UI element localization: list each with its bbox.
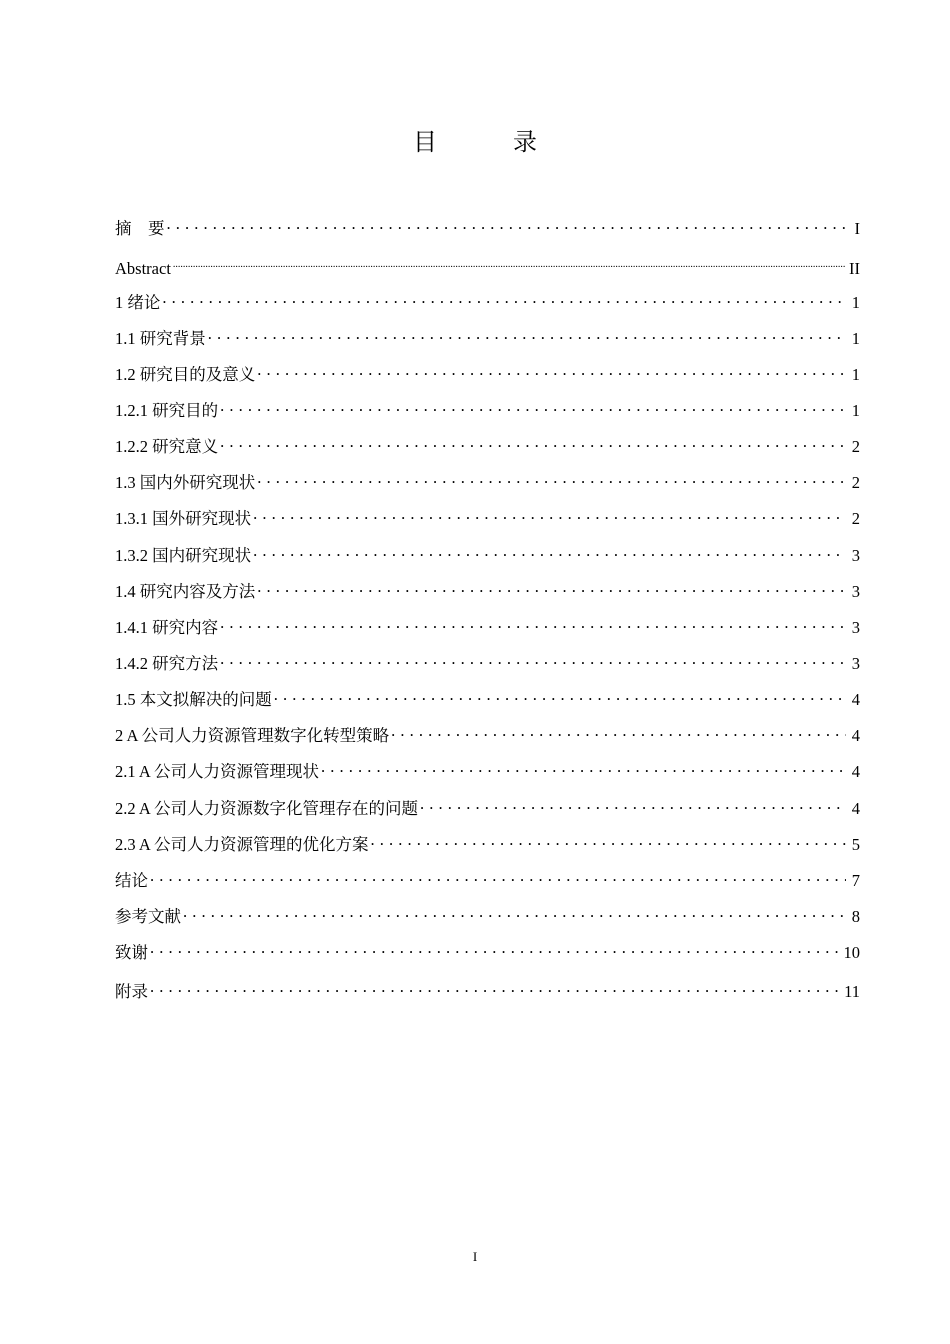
toc-entry-page: 3 xyxy=(851,582,860,601)
toc-entry[interactable] xyxy=(115,577,860,601)
toc-entry-label: 1.3.2 国内研究现状 xyxy=(115,546,252,565)
toc-dot-leader xyxy=(208,324,846,344)
toc-dot-leader xyxy=(321,757,846,777)
toc-entry-page: II xyxy=(849,259,860,278)
toc-entry-label: 2.1 A 公司人力资源管理现状 xyxy=(115,762,319,781)
toc-entry[interactable] xyxy=(115,938,860,962)
toc-dot-leader xyxy=(220,396,846,416)
toc-entry-page: 4 xyxy=(851,762,860,781)
toc-dot-leader xyxy=(150,866,846,886)
toc-entry[interactable] xyxy=(115,977,860,1001)
toc-entry-page: 1 xyxy=(851,401,860,420)
toc-entry[interactable] xyxy=(115,794,860,818)
toc-dot-leader xyxy=(391,721,846,741)
toc-entry[interactable] xyxy=(115,685,860,709)
toc-dot-leader xyxy=(183,902,846,922)
toc-dot-leader xyxy=(220,613,846,633)
toc-dot-leader xyxy=(162,288,846,308)
page-number: I xyxy=(472,1249,478,1264)
toc-dot-leader xyxy=(253,504,846,524)
toc-entry-label: 2.3 A 公司人力资源管理的优化方案 xyxy=(115,835,369,854)
toc-entry-label: 摘 要 xyxy=(115,219,165,238)
toc-entry[interactable] xyxy=(115,324,860,348)
toc-entry-label: 1.2.2 研究意义 xyxy=(115,437,219,456)
toc-entry-label: 1.2.1 研究目的 xyxy=(115,401,219,420)
toc-entry-page: I xyxy=(854,219,860,238)
toc-entry[interactable] xyxy=(115,288,860,312)
toc-dot-leader xyxy=(220,432,846,452)
page-title: 目 录 xyxy=(413,130,563,156)
toc-entry-page: 11 xyxy=(844,982,860,1001)
toc-dot-leader xyxy=(257,360,846,380)
toc-entry-label: 1.1 研究背景 xyxy=(115,329,206,348)
toc-dot-leader xyxy=(420,794,846,814)
toc-dot-leader xyxy=(257,577,846,597)
toc-dot-leader xyxy=(257,468,846,488)
toc-entry-page: 3 xyxy=(851,546,860,565)
toc-entry[interactable] xyxy=(115,757,860,781)
toc-entry-label: 1.3 国内外研究现状 xyxy=(115,473,256,492)
toc-entry-label: 1.2 研究目的及意义 xyxy=(115,365,256,384)
toc-dot-leader xyxy=(167,214,847,234)
toc-entry-page: 1 xyxy=(851,293,860,312)
toc-entry-label: 参考文献 xyxy=(115,907,181,926)
toc-entry-label: 1 绪论 xyxy=(115,293,161,312)
toc-entry[interactable] xyxy=(115,432,860,456)
toc-dot-leader xyxy=(370,830,846,850)
toc-entry-label: 结论 xyxy=(115,871,148,890)
toc-entry-label: 附录 xyxy=(115,982,148,1001)
toc-dot-leader xyxy=(253,541,846,561)
toc-dot-leader xyxy=(173,254,846,274)
toc-entry-page: 8 xyxy=(851,907,860,926)
toc-entry-label: Abstract xyxy=(115,259,171,278)
toc-entry-label: 2 A 公司人力资源管理数字化转型策略 xyxy=(115,726,390,745)
toc-entry-label: 1.5 本文拟解决的问题 xyxy=(115,690,272,709)
toc-entry-page: 1 xyxy=(851,329,860,348)
toc-entry-page: 2 xyxy=(851,437,860,456)
toc-entry-label: 1.4.2 研究方法 xyxy=(115,654,219,673)
toc-dot-leader xyxy=(274,685,846,705)
toc-entry-abstract-cn[interactable] xyxy=(115,214,860,238)
toc-entry[interactable] xyxy=(115,613,860,637)
toc-entry-label: 1.3.1 国外研究现状 xyxy=(115,509,252,528)
toc-entry[interactable] xyxy=(115,721,860,745)
toc-entry-page: 2 xyxy=(851,509,860,528)
toc-entry[interactable] xyxy=(115,830,860,854)
toc-dot-leader xyxy=(150,977,842,997)
toc-entry[interactable] xyxy=(115,649,860,673)
toc-entry-page: 10 xyxy=(843,943,860,962)
toc-entry[interactable] xyxy=(115,360,860,384)
toc-entry[interactable] xyxy=(115,504,860,528)
toc-entry[interactable] xyxy=(115,468,860,492)
toc-entry-page: 2 xyxy=(851,473,860,492)
toc-entry-page: 4 xyxy=(851,726,860,745)
toc-entry[interactable] xyxy=(115,866,860,890)
toc-entry[interactable] xyxy=(115,541,860,565)
toc-dot-leader xyxy=(220,649,846,669)
toc-dot-leader xyxy=(150,938,842,958)
toc-entry-page: 7 xyxy=(851,871,860,890)
toc-entry-page: 1 xyxy=(851,365,860,384)
toc-entry-label: 1.4.1 研究内容 xyxy=(115,618,219,637)
toc-entry[interactable] xyxy=(115,902,860,926)
toc-entry-label: 2.2 A 公司人力资源数字化管理存在的问题 xyxy=(115,799,418,818)
toc-entry-page: 5 xyxy=(851,835,860,854)
toc-entry-page: 4 xyxy=(851,690,860,709)
toc-entry-page: 4 xyxy=(851,799,860,818)
toc-entry-label: 致谢 xyxy=(115,943,148,962)
toc-entry-label: 1.4 研究内容及方法 xyxy=(115,582,256,601)
toc-entry-abstract-en[interactable] xyxy=(115,254,860,278)
toc-entry-page: 3 xyxy=(851,618,860,637)
toc-entry[interactable] xyxy=(115,396,860,420)
toc-entry-page: 3 xyxy=(851,654,860,673)
